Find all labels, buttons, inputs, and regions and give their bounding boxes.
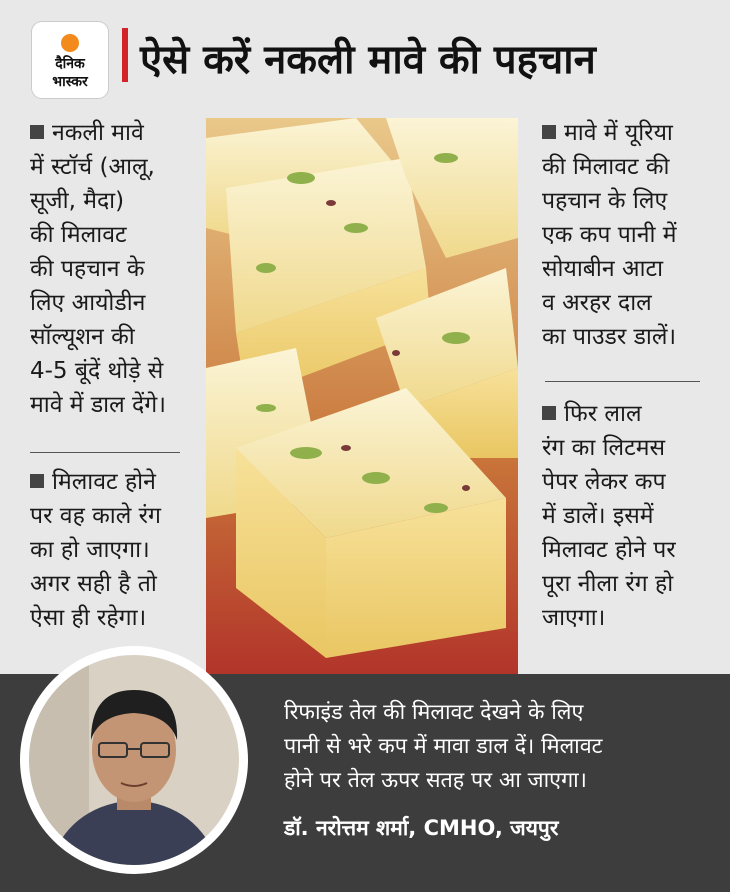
tip-line: अगर सही है तो [30,571,157,597]
bullet-square-icon [30,474,44,488]
tip-line: सूजी, मैदा) [30,188,125,214]
logo-line2: भास्कर [52,74,88,90]
quote-line: पानी से भरे कप में मावा डाल दें। मिलावट [284,734,603,759]
tip-line: की मिलावट [30,222,127,248]
expert-name: डॉ. नरोत्तम शर्मा, CMHO, जयपुर [284,816,559,840]
left-tip-1 [30,116,190,422]
tip-line: रंग का लिटमस [542,435,666,461]
expert-quote [284,696,724,798]
quote-line: होने पर तेल ऊपर सतह पर आ जाएगा। [284,768,587,793]
header [0,0,730,112]
tip-line: का पाउडर डालें। [542,324,677,350]
left-tip-2 [30,465,190,635]
tip-line: की मिलावट की [542,154,670,180]
logo-line1: दैनिक [55,56,85,72]
page-title: ऐसे करें नकली मावे की पहचान [140,37,596,83]
bullet-square-icon [542,125,556,139]
tip-line: 4-5 बूंदें थोड़े से [30,358,164,384]
divider [30,452,180,453]
tip-line: पेपर लेकर कप [542,469,666,495]
quote-line: रिफाइंड तेल की मिलावट देखने के लिए [284,700,584,725]
tip-line: नकली मावे [52,120,144,146]
tip-line: पहचान के लिए [542,188,668,214]
tip-line: मावे में डाल देंगे। [30,392,166,418]
right-tip-2 [542,397,712,635]
tip-line: जाएगा। [542,605,606,631]
tip-line: की पहचान के [30,256,145,282]
tip-line: मावे में यूरिया [564,120,673,146]
tip-line: लिए आयोडीन [30,290,146,316]
tip-line: का हो जाएगा। [30,537,150,563]
mawa-sweets-photo [206,118,518,676]
divider [545,381,700,382]
right-tip-1 [542,116,712,354]
tip-line: मिलावट होने पर [542,537,676,563]
bullet-square-icon [542,406,556,420]
expert-avatar [20,646,248,874]
tip-line: पर वह काले रंग [30,503,161,529]
tip-line: व अरहर दाल [542,290,652,316]
tip-line: में डालें। इसमें [542,503,654,529]
title-accent-bar [122,28,128,82]
tip-line: मिलावट होने [52,469,156,495]
bullet-square-icon [30,125,44,139]
tip-line: सोयाबीन आटा [542,256,664,282]
tip-line: में स्टॉर्च (आलू, [30,154,155,180]
dainik-bhaskar-logo[interactable] [32,22,108,98]
tip-line: ऐसा ही रहेगा। [30,605,147,631]
tip-line: एक कप पानी में [542,222,677,248]
sun-icon [61,34,79,52]
tip-line: पूरा नीला रंग हो [542,571,674,597]
tip-line: सॉल्यूशन की [30,324,135,350]
tip-line: फिर लाल [564,401,642,427]
